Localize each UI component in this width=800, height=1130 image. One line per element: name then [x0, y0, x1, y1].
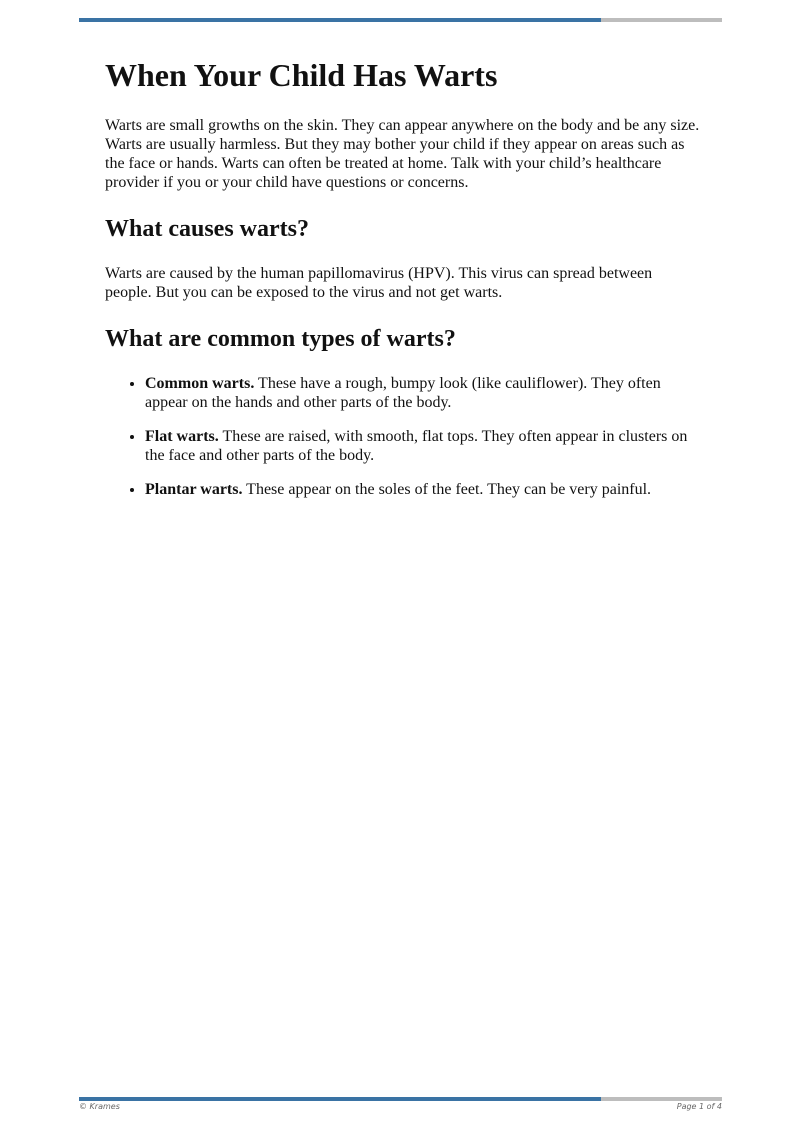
list-item-term: Common warts.: [145, 375, 255, 392]
list-item-text: These appear on the soles of the feet. They can be very painful.: [242, 481, 652, 498]
intro-paragraph: Warts are small growths on the skin. They can appear anywhere on the body and be any size. Warts are usually harmless. But they may bother your child if they appear on areas such as the face or hands. Warts can often be treated at home. Talk with your child’s healthcare provider if you or your child have questions or concerns.: [105, 117, 700, 191]
footer-rule-accent: [79, 1097, 601, 1101]
list-item: [145, 427, 700, 465]
list-item: [145, 480, 700, 499]
list-item-term: Flat warts.: [145, 428, 219, 445]
list-item-text: These are raised, with smooth, flat tops. They often appear in clusters on the face and other parts of the body.: [145, 428, 688, 464]
list-item: [145, 374, 700, 412]
document-body: [105, 56, 700, 514]
page-title: When Your Child Has Warts: [105, 57, 498, 93]
header-rule-grey: [601, 18, 722, 22]
header-rule-accent: [79, 18, 601, 22]
list-item-term: Plantar warts.: [145, 481, 243, 498]
footer-rule: [79, 1097, 722, 1101]
list-item-text: These have a rough, bumpy look (like cauliflower). They often appear on the hands and other parts of the body.: [145, 375, 661, 411]
header-rule: [79, 18, 722, 22]
wart-types-list: [105, 374, 700, 499]
section-heading-causes: What causes warts?: [105, 216, 309, 242]
causes-paragraph: Warts are caused by the human papillomavirus (HPV). This virus can spread between people. But you can be exposed to the virus and not get warts.: [105, 265, 653, 301]
footer-copyright: © Krames: [79, 1102, 120, 1111]
footer-page-number: Page 1 of 4: [676, 1102, 722, 1111]
footer-rule-grey: [601, 1097, 722, 1101]
section-heading-types: What are common types of warts?: [105, 326, 456, 352]
